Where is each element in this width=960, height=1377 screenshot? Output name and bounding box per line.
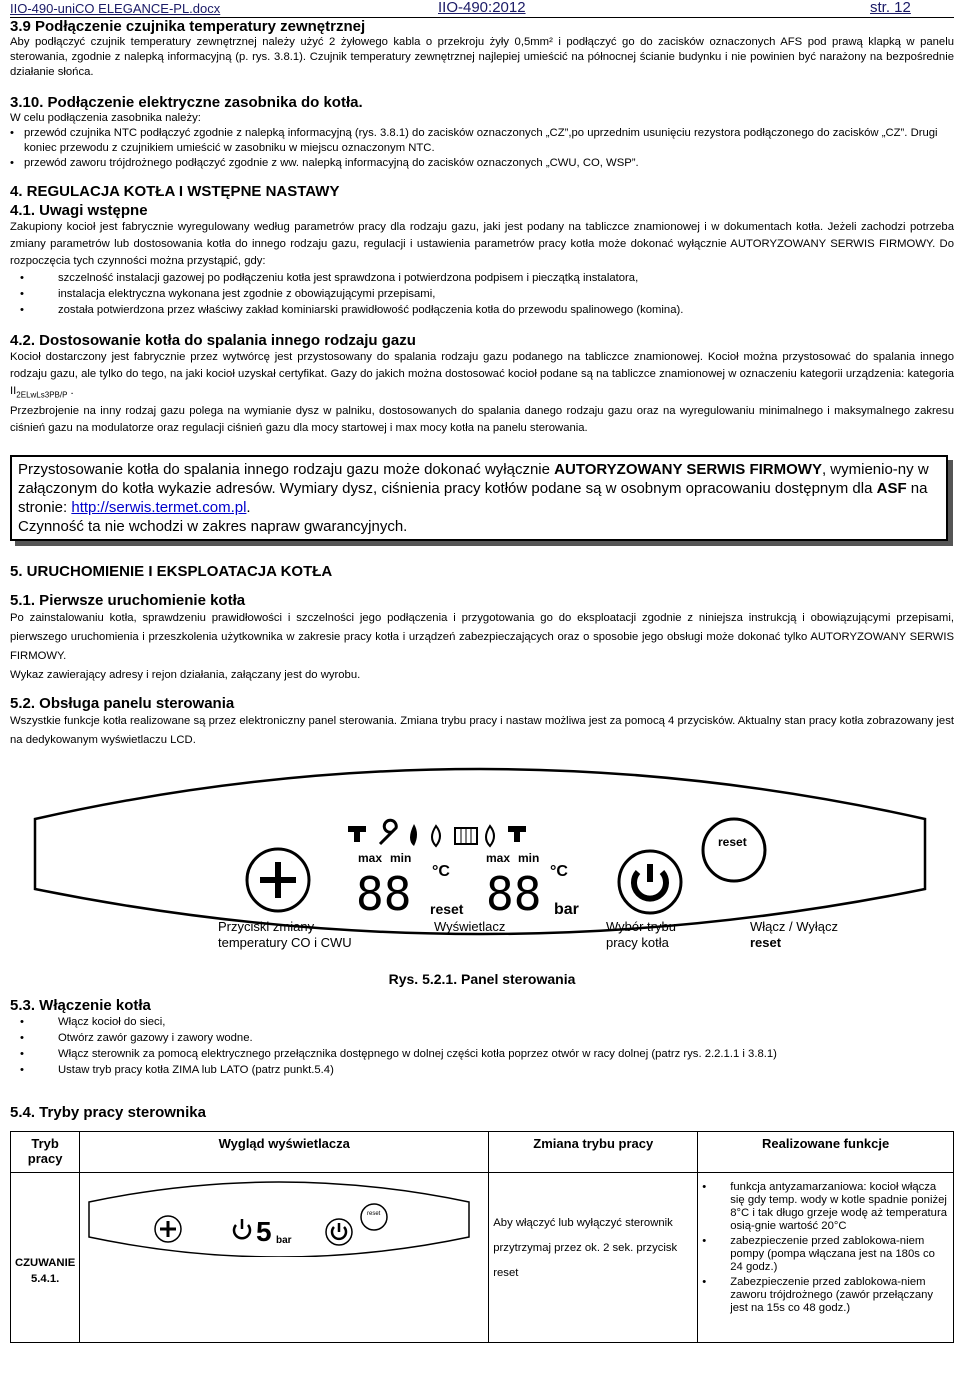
flame-icon <box>410 824 417 846</box>
list-item: • przewód czujnika NTC podłączyć zgodnie z nalepką informacyjną (rys. 3.8.1) do zacisków oznaczonych „CZ”,po uprzednim usunięciu rezystora podłączonego do zacisków „CZ”. Drugi koniec przewodu z czujnikiem umieścić w zasobniku w miejscu oznaczonym NTC. <box>10 126 954 156</box>
lcd-bar-label: bar <box>554 901 579 919</box>
power-icon <box>326 1219 352 1245</box>
section-5-2-title: 5.2. Obsługa panelu sterowania <box>10 695 235 713</box>
section-4-2-title: 4.2. Dostosowanie kotła do spalania innego rodzaju gazu <box>10 332 416 349</box>
reset-button[interactable] <box>703 819 765 881</box>
list-item: • zabezpieczenie przed zablokowa-niem pompy (pompa włączana jest na 180s co 24 godz.) <box>702 1235 949 1274</box>
section-3-9-text: Aby podłączyć czujnik temperatury zewnętrznej należy użyć 2 żyłowego kabla o przekroju żyły 0,5mm² i podłączyć go do zacisków oznaczonych AFS pod prawą klapką w panelu sterowania, zgodnie z nalepką informacyjną (p. rys. 3.8.1). Czujnik temperatury zewnętrznej najlepiej umieścić na północnej ścianie budynku i nie powinien być narażony na bezpośrednie działanie słońca. <box>10 36 954 78</box>
power-icon <box>234 1219 250 1238</box>
flame-icon <box>432 826 440 846</box>
section-4-2-text-1: Kocioł dostarczony jest fabrycznie przez wytwórcę jest przystosowany do spalania rodzaju gazu podanego na tabliczce znamionowej. Kocioł można przystosować do spalania innego rodzaju gazu, ale tylko do tego, na jaki kocioł uzyskał certyfikat. Gazy do jakich można dostosować kocioł podane są na tabliczce znamionowej w oznaczeniu kategorii urządzenia: kategoria $II_{2ELwLs3PB/P}$ . <box>10 351 954 400</box>
caption-temp-buttons: Przyciski zmiany temperatury CO i CWU <box>218 919 352 951</box>
figure-title: Rys. 5.2.1. Panel sterowania <box>388 971 576 988</box>
section-3-10-title: 3.10. Podłączenie elektryczne zasobnika do kotła. <box>10 94 363 111</box>
list-item: • szczelność instalacji gazowej po podłączeniu kotła jest sprawdzona i potwierdzona podpisem i pieczątką instalatora, <box>10 270 954 286</box>
section-5-1-text: Po zainstalowaniu kotła, sprawdzeniu prawidłowości i szczelności jego podłączenia i przygotowania go do eksploatacji zgodnie z niniejsza instrukcją i obowiązującymi przepisami, pierwszego uruchomienia i przeszkolenia użytkownika w zakresie pracy kotła i urządzeń zabezpieczających oraz o sposobie jego obsługi może dokonać tylko AUTORYZOWANY SERWIS FIRMOWY. <box>10 612 954 663</box>
power-button[interactable] <box>619 851 681 913</box>
section-4-1-title: 4.1. Uwagi wstępne <box>10 202 148 219</box>
section-4-1-text: Zakupiony kocioł jest fabrycznie wyregulowany według parametrów pracy dla rodzaju gazu, jaki jest podany na tabliczce znamionowej i w dokumentach kotła. Jeżeli zachodzi potrzeba zmiany parametrów lub dostosowania kotła do innego rodzaju gazu, regulacji i ustawienia parametrów pracy kotła może dokonać wyłącznie AUTORYZOWANY SERWIS FIRMOWY. Do rozpoczęcia tych czynności można przystąpić, gdy: <box>10 221 954 267</box>
lcd-max-right: max <box>486 851 511 866</box>
lcd-min-left: min <box>390 851 412 866</box>
radiator-icon <box>455 828 477 844</box>
flame-icon <box>486 826 494 846</box>
lcd-left-digits: 88 <box>356 867 412 922</box>
document-page <box>10 0 954 1343</box>
caption-mode-select: Wybór trybu pracy kotła <box>606 919 676 951</box>
display-mini-drawing <box>84 1177 474 1257</box>
display-digit: 5 <box>256 1216 272 1248</box>
svg-text:reset: reset <box>367 1211 381 1218</box>
lcd-reset-label: reset <box>430 901 464 918</box>
section-3-10-intro: W celu podłączenia zasobnika należy: <box>10 112 201 124</box>
reset-icon <box>361 1204 387 1230</box>
service-notice-box: Przystosowanie kotła do spalania innego rodzaju gazu może dokonać wyłącznie AUTORYZOWANY SERWIS FIRMOWY, wymienio-ny w załączonym do kotła wykazie adresów. Wymiary dysz, ciśnienia pracy kotłów podane są w osobnym opracowaniu dostępnym dla ASF na stronie: http://serwis.termet.com.pl. Czynność ta nie wchodzi w zakres napraw gwarancyjnych. <box>10 455 948 541</box>
section-5-2-text: Wszystkie funkcje kotła realizowane są przez elektroniczny panel sterowania. Zmiana trybu pracy i nastaw możliwa jest za pomocą 4 przycisków. Aktualny stan pracy kotła zobrazowany jest na dedykowanym wyświetlaczu LCD. <box>10 715 954 747</box>
list-item: • Ustaw tryb pracy kotła ZIMA lub LATO (patrz punkt.5.4) <box>10 1062 954 1078</box>
caption-display: Wyświetlacz <box>434 919 506 935</box>
lcd-right-digits: 88 <box>486 867 542 922</box>
lcd-degree-left: °C <box>432 863 450 881</box>
caption-on-off: Włącz / Wyłącz reset <box>750 919 838 951</box>
lcd-min-right: min <box>518 851 540 866</box>
control-panel-figure <box>10 764 950 959</box>
list-item: • przewód zaworu trójdrożnego podłączyć zgodnie z ww. nalepką informacyjną do zacisków oznaczonych „CWU, CO, WSP”. <box>10 156 954 171</box>
section-5-title: 5. URUCHOMIENIE I EKSPLOATACJA KOTŁA <box>10 563 333 581</box>
list-item: • funkcja antyzamarzaniowa: kocioł włącza się gdy temp. wody w kotle spadnie poniżej 8°C i tak długo grzeje wodę aż temperatura osią-gnie wartość 20°C <box>702 1181 949 1233</box>
cell-display <box>80 1173 489 1343</box>
tap-icon <box>348 826 366 842</box>
header-doc-number: IIO-490:2012 <box>438 0 526 16</box>
list-item: • Zabezpieczenie przed zablokowa-niem zaworu trójdrożnego (zawór przełączany jest na 15s co 48 godz.) <box>702 1276 949 1315</box>
cell-functions <box>698 1173 954 1343</box>
list-item: • Otwórz zawór gazowy i zawory wodne. <box>10 1030 954 1046</box>
plus-icon <box>155 1216 181 1242</box>
section-5-1-text-2: Wykaz zawierający adresy i rejon działania, załączany jest do wyrobu. <box>10 669 361 682</box>
section-5-1-title: 5.1. Pierwsze uruchomienie kotła <box>10 592 246 610</box>
list-item: • Włącz kocioł do sieci, <box>10 1014 954 1030</box>
header-filename: IIO-490-uniCO ELEGANCE-PL.docx <box>10 1 221 16</box>
lcd-degree-right: °C <box>550 863 568 881</box>
reset-button-label: reset <box>718 835 747 850</box>
section-3-9-title: 3.9 Podłączenie czujnika temperatury zewnętrznej <box>10 18 366 35</box>
service-link[interactable]: http://serwis.termet.com.pl <box>71 499 247 517</box>
list-item: • została potwierdzona przez właściwy zakład kominiarski prawidłowość podłączenia kotła do przewodu spalinowego (komina). <box>10 302 954 318</box>
tap-icon <box>508 826 526 842</box>
wrench-icon <box>380 821 396 845</box>
header-page-number: str. 12 <box>870 0 911 16</box>
lcd-max-left: max <box>358 851 383 866</box>
section-3-10-list <box>10 126 954 171</box>
section-5-3-title: 5.3. Włączenie kotła <box>10 997 151 1015</box>
col-header-display: Wygląd wyświetlacza <box>80 1132 489 1173</box>
cell-change: Aby włączyć lub wyłączyć sterownik przytrzymaj przez ok. 2 sek. przycisk reset <box>489 1173 698 1343</box>
cell-mode: CZUWANIE 5.4.1. <box>11 1173 80 1343</box>
col-header-functions: Realizowane funkcje <box>698 1132 954 1173</box>
modes-table <box>10 1131 954 1343</box>
section-5-4-title: 5.4. Tryby pracy sterownika <box>10 1104 206 1122</box>
page-header <box>10 0 954 18</box>
col-header-change: Zmiana trybu pracy <box>489 1132 698 1173</box>
plus-button[interactable] <box>247 849 309 911</box>
col-header-mode: Tryb pracy <box>11 1132 80 1173</box>
section-4-1-list <box>10 270 954 318</box>
section-4-2-text-2: Przezbrojenie na inny rodzaj gazu polega na wymianie dysz w palniku, dostosowanych do spalania danego rodzaju gazu oraz na wyregulowaniu minimalnego i maksymalnego zakresu ciśnień gazu na modulatorze oraz regulacji ciśnień gazu dla mocy startowej i max mocy kotła na panelu sterowania. <box>10 405 954 435</box>
display-bar: bar <box>276 1235 292 1247</box>
list-item: • instalacja elektryczna wykonana jest zgodnie z obowiązującymi przepisami, <box>10 286 954 302</box>
list-item: • Włącz sterownik za pomocą elektrycznego przełącznika dostępnego w dolnej części kotła poprzez otwór w racy dolnej (patrz rys. 2.2.1.1 i 3.8.1) <box>10 1046 954 1062</box>
section-5-3-list <box>10 1014 954 1078</box>
table-header-row <box>11 1132 954 1173</box>
table-row <box>11 1173 954 1343</box>
section-4-title: 4. REGULACJA KOTŁA I WSTĘPNE NASTAWY <box>10 183 340 200</box>
